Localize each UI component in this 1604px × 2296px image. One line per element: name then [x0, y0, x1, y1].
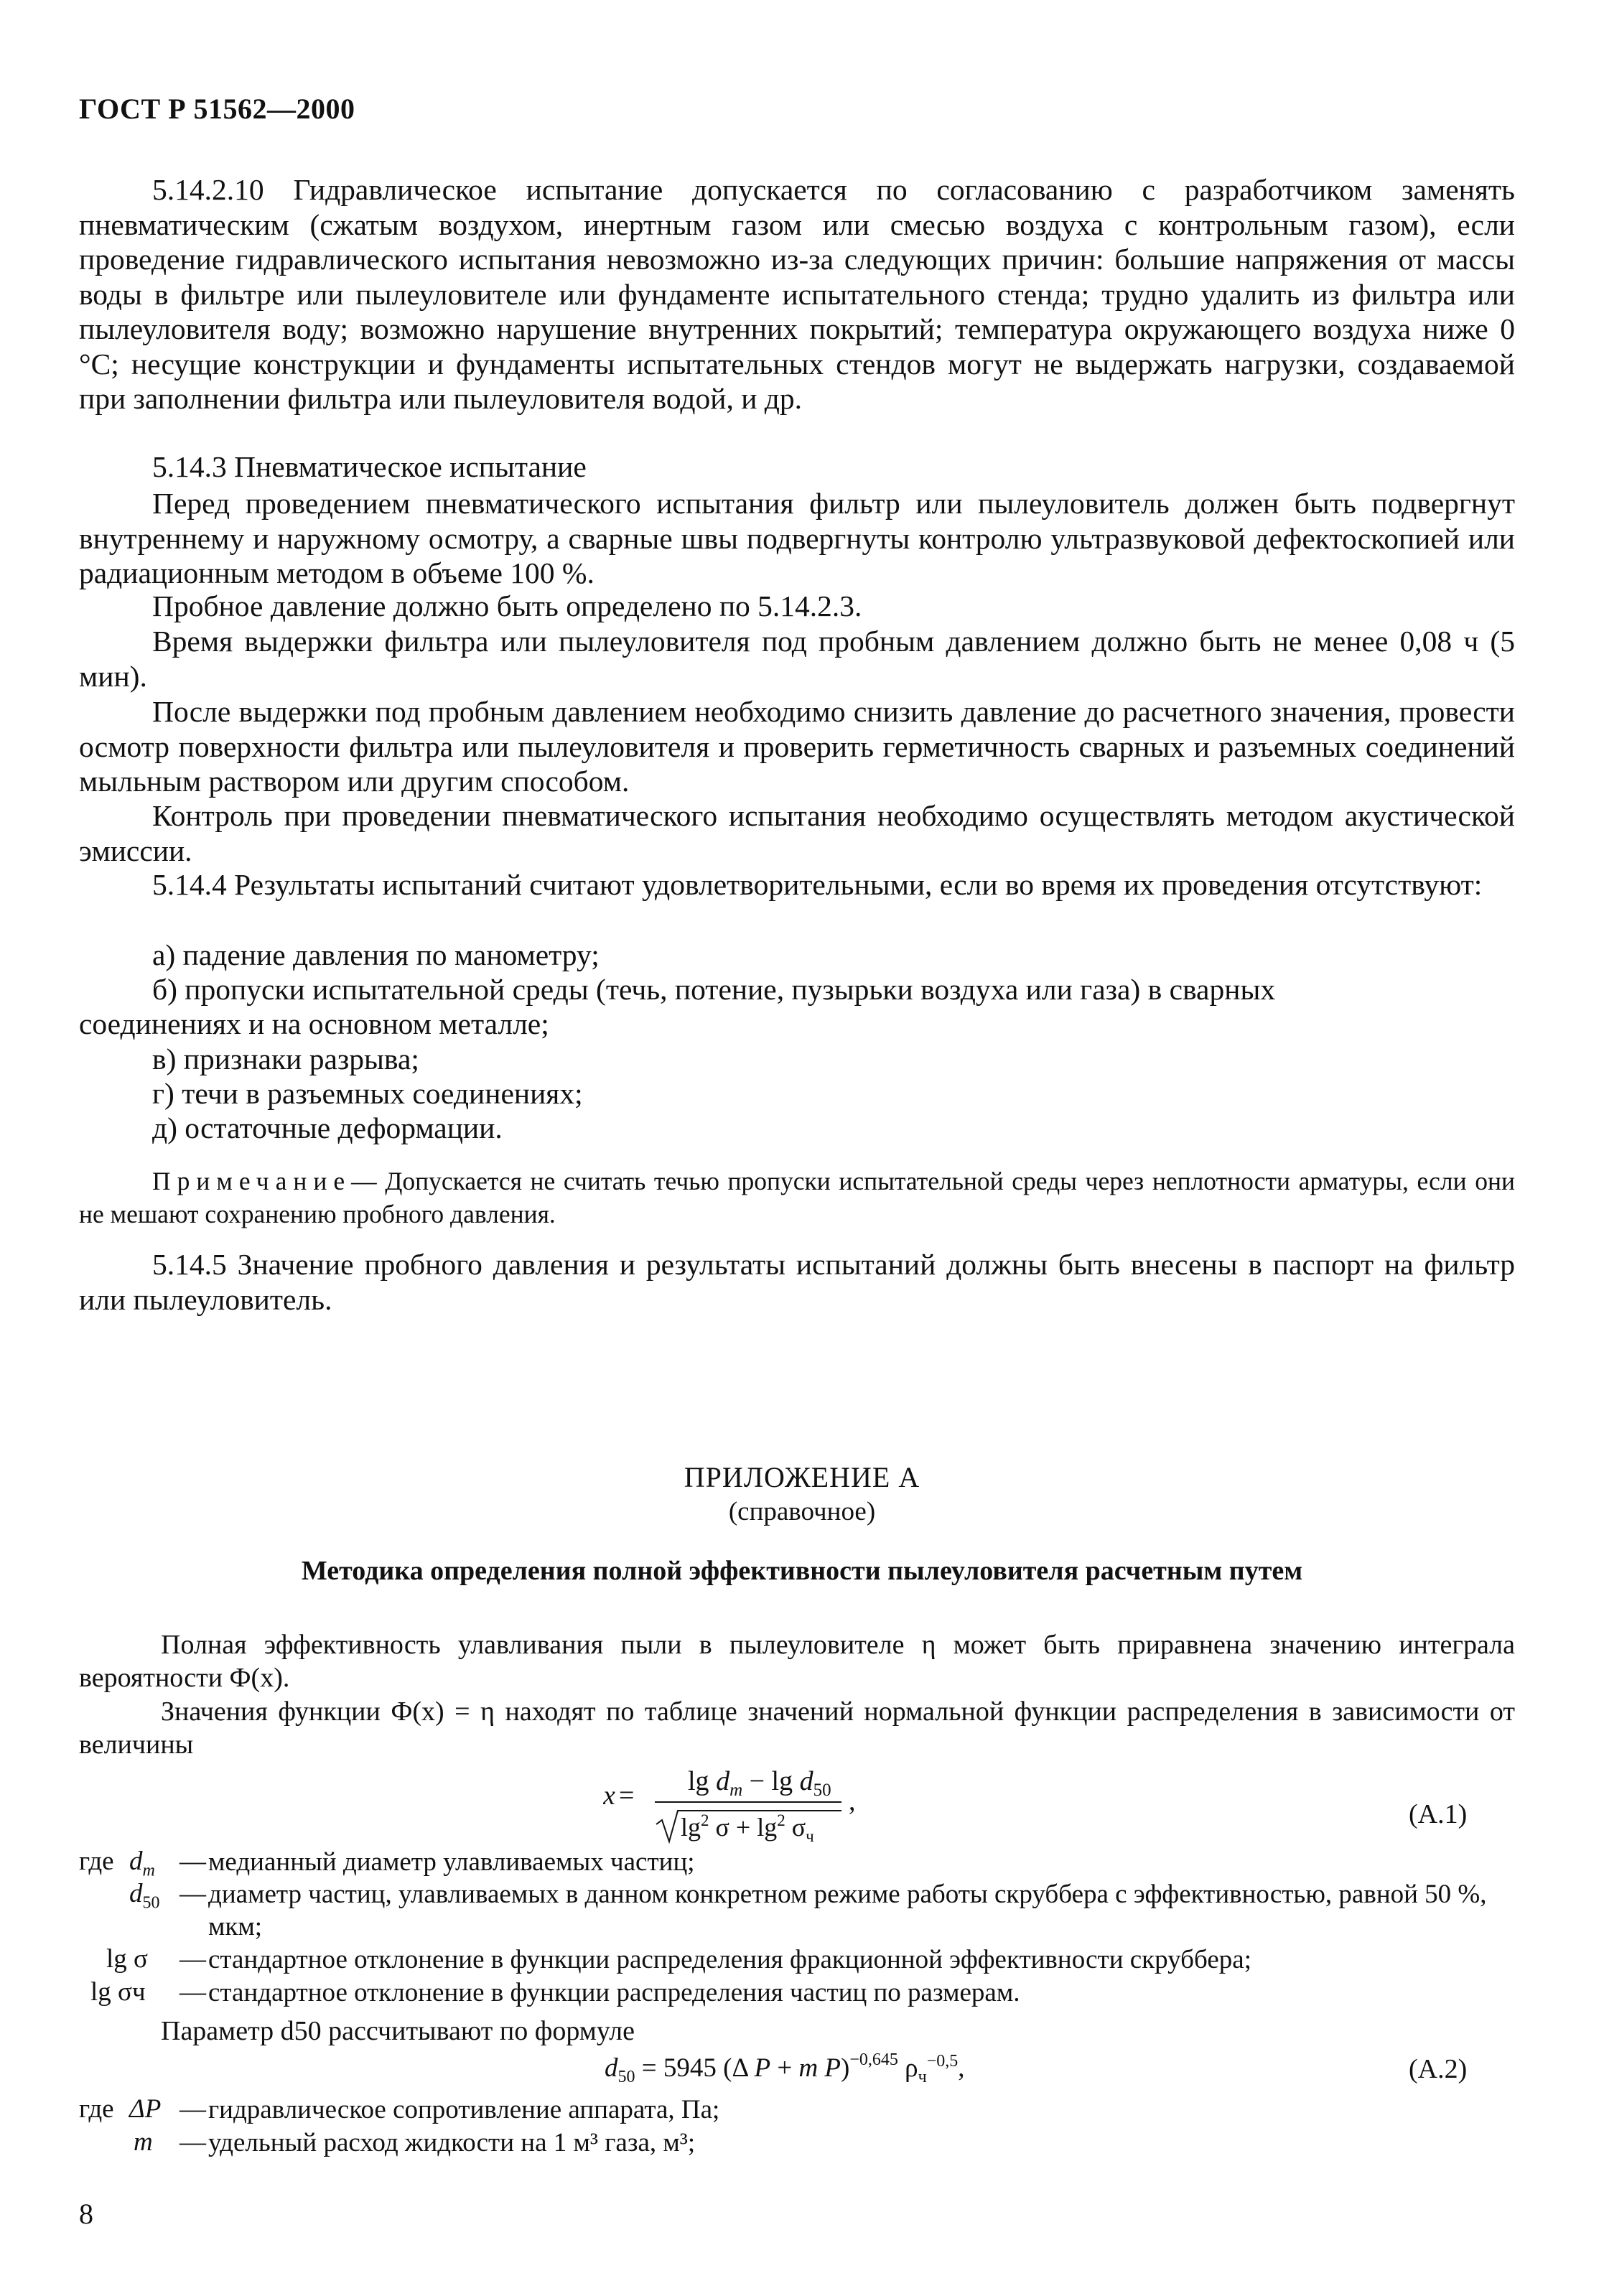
def-term-delta-p: ΔP: [129, 2094, 162, 2124]
paragraph-pneumatic-inspection: Перед проведением пневматического испытания фильтр или пылеуловитель должен быть подвергнут внутреннему и наружному осмотру, а сварные швы подвергнуты контролю ультразвуковой дефектоскопией или радиационным методом в объеме 100 %.: [79, 487, 1515, 589]
formula-a1: [603, 1763, 876, 1849]
list-item-d: д) остаточные деформации.: [152, 1111, 503, 1144]
def-dash: —: [179, 2127, 206, 2157]
paragraph-holding-time: Время выдержки фильтра или пылеуловителя под пробным давлением должно быть не менее 0,08 ч (5 мин).: [79, 625, 1515, 693]
paragraph-after-holding: После выдержки под пробным давлением необходимо снизить давление до расчетного значения, провести осмотр поверхности фильтра или пылеуловителя и проверить герметичность сварных и разъемных соединений мыльным раствором или другим способом.: [79, 695, 1515, 798]
paragraph-test-pressure: Пробное давление должно быть определено по 5.14.2.3.: [152, 589, 862, 622]
appendix-subtitle: (справочное): [728, 1497, 876, 1526]
def-term-d50: $d_{50}$: [129, 1879, 160, 1913]
heading-5-14-3: 5.14.3 Пневматическое испытание: [152, 450, 587, 483]
def-dash: —: [179, 1977, 206, 2007]
def-text-dm: медианный диаметр улавливаемых частиц;: [208, 1847, 695, 1877]
formula-a2-number: (А.2): [1409, 2054, 1468, 2084]
formula-a2: [605, 2045, 1050, 2095]
paragraph-acoustic-emission: Контроль при проведении пневматического испытания необходимо осуществлять методом акустической эмиссии.: [79, 799, 1515, 867]
list-item-b: б) пропуски испытательной среды (течь, потение, пузырьки воздуха или газа) в сварных: [152, 973, 1276, 1006]
paragraph-5-14-4: 5.14.4 Результаты испытаний считают удовлетворительными, если во время их проведения отсутствуют:: [152, 868, 1483, 901]
def-text-delta-p: гидравлическое сопротивление аппарата, Па;: [208, 2095, 720, 2124]
def-dash: —: [179, 1847, 206, 1876]
def-dash: —: [179, 1879, 206, 1908]
note-label: Примечание: [152, 1167, 352, 1195]
appendix-paragraph-2: Значения функции Ф(x) = η находят по таблице значений нормальной функции распределения в зависимости от величины: [79, 1697, 1515, 1760]
appendix-title: ПРИЛОЖЕНИЕ А: [684, 1461, 920, 1493]
def-text-lg-sigma-ch: стандартное отклонение в функции распределения частиц по размерам.: [208, 1978, 1020, 2007]
formula-a1-number: (А.1): [1409, 1799, 1468, 1829]
def-text-d50: диаметр частиц, улавливаемых в данном конкретном режиме работы скруббера с эффективностью, равной 50 %, мкм;: [208, 1880, 1487, 1941]
list-item-a: а) падение давления по манометру;: [152, 938, 600, 971]
note: [79, 1165, 1515, 1231]
method-title: Методика определения полной эффективности пылеуловителя расчетным путем: [301, 1556, 1303, 1586]
list-item-v: в) признаки разрыва;: [152, 1042, 419, 1075]
svg-text:,: ,: [849, 1786, 856, 1816]
svg-text:d50 = 5945 (Δ P + m P)−0,645 ρ: $d_{50} = 5945$ (Δ P + m P)$^{-0,645}$ $\rho_ч^{-0,5}$,: [605, 2050, 965, 2086]
param-d50-line: Параметр d50 рассчитывают по формуле: [161, 2016, 635, 2046]
page-number: 8: [79, 2198, 93, 2230]
svg-text:lg dm − lg d50: $\lg d_m - \lg d_{50}$: [688, 1766, 831, 1800]
doc-header: ГОСТ Р 51562—2000: [79, 93, 355, 125]
def-term-lg-sigma: lg σ: [106, 1944, 148, 1974]
svg-text:lg2 σ + lg2 σч: $\lg^2 \sigma + \lg^2 \sigma_ч$: [681, 1811, 814, 1845]
def-dash: —: [179, 2094, 206, 2124]
def-term-lg-sigma-ch: lg σч: [90, 1977, 146, 2007]
appendix-paragraph-1: Полная эффективность улавливания пыли в пылеуловителе η может быть приравнена значению интеграла вероятности Ф(x).: [79, 1630, 1515, 1693]
def-dash: —: [179, 1944, 206, 1974]
where-label: где: [79, 1847, 114, 1876]
note-text: — Допускается не считать течью пропуски испытательной среды через неплотности арматуры, если они не мешают сохранению пробного давления.: [79, 1167, 1515, 1228]
paragraph-5-14-5: 5.14.5 Значение пробного давления и результаты испытаний должны быть внесены в паспорт на фильтр или пылеуловитель.: [79, 1248, 1515, 1316]
list-item-g: г) течи в разъемных соединениях;: [152, 1077, 583, 1110]
def-term-m: m: [134, 2127, 153, 2157]
where-label: где: [79, 2094, 114, 2124]
paragraph-5-14-2-10: 5.14.2.10 Гидравлическое испытание допускается по согласованию с разработчиком заменять пневматическим (сжатым воздухом, инертным газом или смесью воздуха с контрольным газом), если проведение гидравлического испытания невозможно из-за следующих причин: большие напряжения от массы воды в фильтре или пылеуловителе или фундаменте испытательного стенда; трудно удалить из фильтра или пылеуловителя воду; возможно нарушение внутренних покрытий; температура окружающего воздуха ниже 0 °С; несущие конструкции и фундаменты испытательных стендов могут не выдержать нагрузки, создаваемой при заполнении фильтра или пылеуловителя водой, и др.: [79, 173, 1515, 415]
def-term-dm: $d_m$: [129, 1847, 155, 1880]
svg-text:=: =: [619, 1781, 635, 1811]
svg-text:x: x: [603, 1781, 615, 1811]
def-text-m: удельный расход жидкости на 1 м³ газа, м³;: [208, 2128, 696, 2157]
list-item-b-continued: соединениях и на основном металле;: [79, 1007, 549, 1040]
def-text-lg-sigma: стандартное отклонение в функции распределения фракционной эффективности скруббера;: [208, 1945, 1251, 1974]
